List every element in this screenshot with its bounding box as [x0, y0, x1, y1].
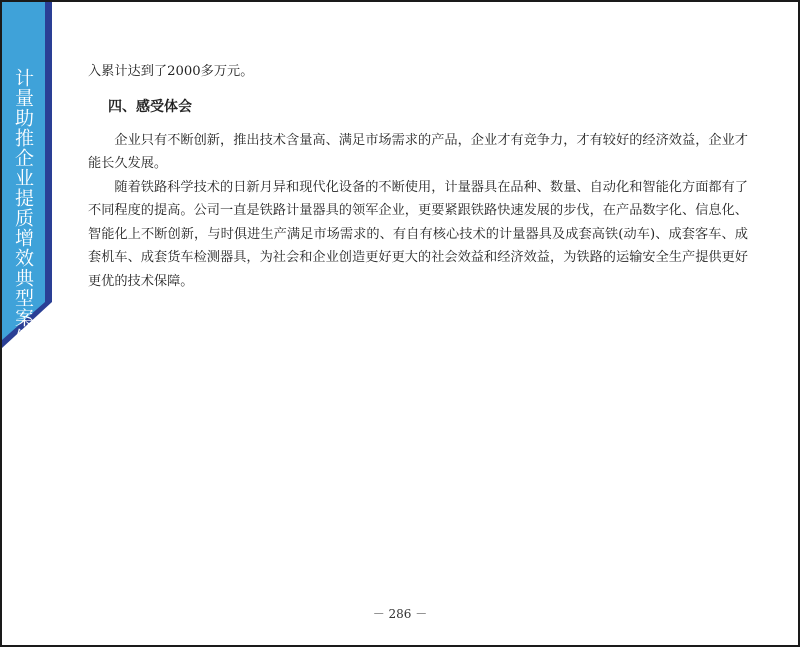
- section-heading: 四、感受体会: [108, 98, 192, 115]
- continued-paragraph: 入累计达到了2000多万元。: [88, 64, 254, 79]
- page-number: － 286 －: [372, 607, 428, 621]
- body-paragraph-1: 企业只有不断创新，推出技术含量高、满足市场需求的产品，企业才有竞争力，才有较好的经济效益，企业才能长久发展。: [88, 132, 748, 171]
- body-paragraph-2: 随着铁路科学技术的日新月异和现代化设备的不断使用，计量器具在品种、数量、自动化和智能化方面都有了不同程度的提高。公司一直是铁路计量器具的领军企业，更要紧跟铁路快速发展的步伐，在产品数字化、信息化、智能化上不断创新，与时俱进生产满足市场需求的、有自有核心技术的计量器具及成套高铁(动车)、成套客车、成套机车、成套货车检测器具，为社会和企业创造更好更大的社会效益和经济效益，为铁路的运输安全生产提供更好更优的技术保障。: [88, 179, 748, 289]
- chapter-side-tab: [2, 2, 52, 348]
- page-body: [88, 60, 748, 293]
- side-tab-title: 计量助推企业提质增效典型案例: [12, 68, 34, 348]
